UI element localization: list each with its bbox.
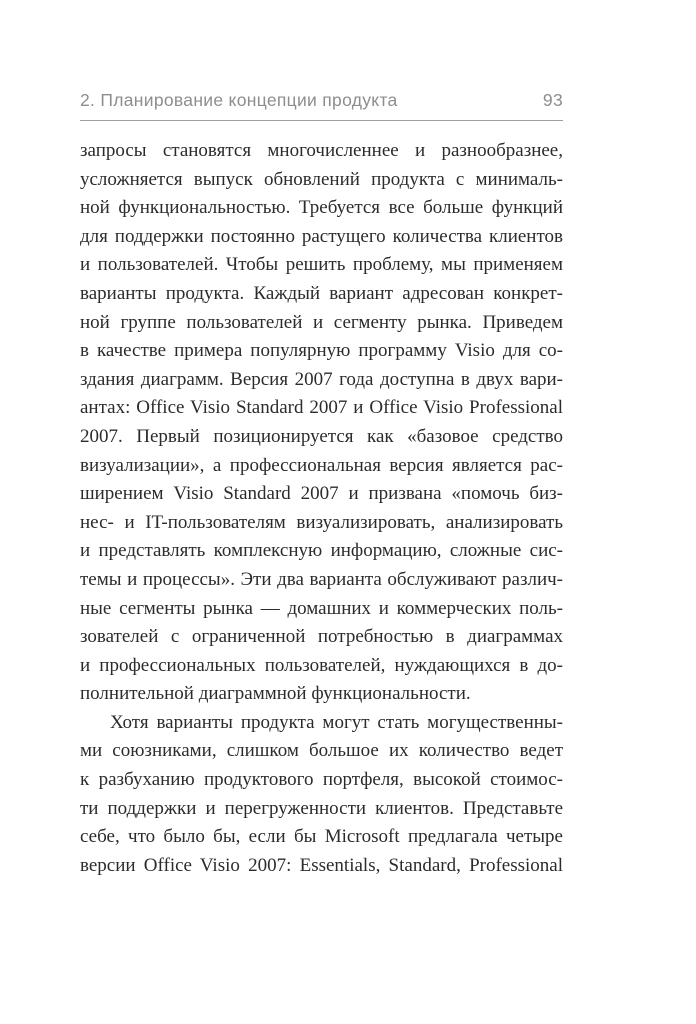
- text-line: ми союзниками, слишком большое их количество ведет: [80, 740, 563, 762]
- running-header-title: 2. Планирование концепции продукта: [80, 90, 398, 110]
- text-line: в качестве примера популярную программу Visio для со-: [80, 340, 563, 362]
- text-line: ной функциональностью. Требуется все больше функций: [80, 197, 563, 219]
- text-line: 2007. Первый позиционируется как «базовое средство: [80, 425, 563, 447]
- text-line: варианты продукта. Каждый вариант адресован конкрет-: [80, 282, 563, 304]
- page-number: 93: [542, 90, 563, 110]
- text-line: для поддержки постоянно растущего количества клиентов: [80, 225, 563, 247]
- text-line: усложняется выпуск обновлений продукта с минималь-: [80, 168, 563, 190]
- text-line: темы и процессы». Эти два варианта обслуживают различ-: [80, 568, 563, 590]
- text-line: запросы становятся многочисленнее и разнообразнее,: [80, 140, 563, 161]
- page-header: [80, 90, 563, 121]
- text-line: ширением Visio Standard 2007 и призвана «помочь биз-: [80, 483, 563, 505]
- text-line: ти поддержки и перегруженности клиентов. Представьте: [80, 797, 563, 819]
- text-line: нес- и IT-пользователям визуализировать, анализировать: [80, 511, 563, 533]
- text-line: к разбуханию продуктового портфеля, высокой стоимос-: [80, 769, 563, 791]
- text-line: и представлять комплексную информацию, сложные сис-: [80, 540, 563, 562]
- text-line: визуализации», а профессиональная версия является рас-: [80, 454, 563, 476]
- text-line: версии Office Visio 2007: Essentials, Standard, Professional: [80, 854, 563, 876]
- text-line: Хотя варианты продукта могут стать могущественны-: [110, 711, 563, 733]
- text-line: и профессиональных пользователей, нуждающихся в до-: [80, 654, 563, 676]
- text-line: здания диаграмм. Версия 2007 года доступна в двух вари-: [80, 368, 563, 390]
- text-line: антах: Office Visio Standard 2007 и Office Visio Professional: [80, 397, 563, 419]
- text-line: полнительной диаграммной функциональности.: [80, 683, 471, 705]
- text-line: зователей с ограниченной потребностью в диаграммах: [80, 626, 563, 648]
- text-line: и пользователей. Чтобы решить проблему, мы применяем: [80, 254, 563, 276]
- text-line: ные сегменты рынка — домашних и коммерческих поль-: [80, 597, 563, 619]
- body-text: [80, 137, 563, 880]
- text-line: ной группе пользователей и сегменту рынка. Приведем: [80, 311, 563, 333]
- text-line: себе, что было бы, если бы Microsoft предлагала четыре: [80, 826, 563, 848]
